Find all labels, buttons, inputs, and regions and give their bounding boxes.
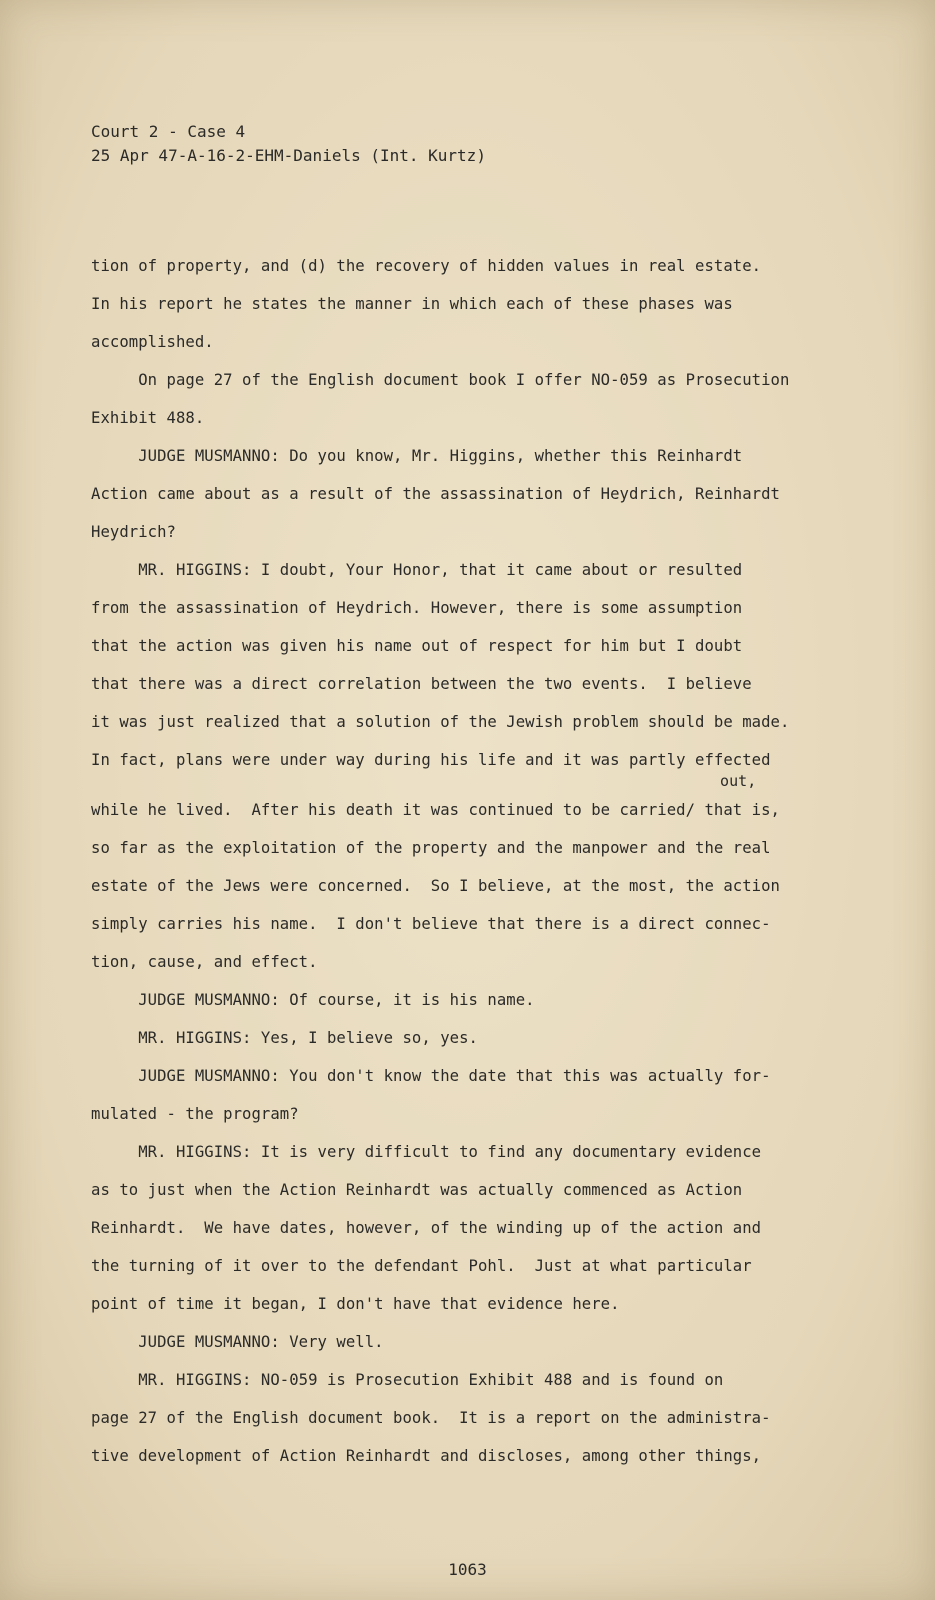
transcript-line: it was just realized that a solution of the Jewish problem should be made. <box>91 713 790 731</box>
page-number: 1063 <box>448 1560 487 1579</box>
transcript-line: JUDGE MUSMANNO: Very well. <box>91 1333 384 1351</box>
transcript-line: tive development of Action Reinhardt and discloses, among other things, <box>91 1447 762 1465</box>
transcript-line: tion, cause, and effect. <box>91 953 318 971</box>
transcript-line: MR. HIGGINS: It is very difficult to find any documentary evidence <box>91 1143 762 1161</box>
transcript-line: Action came about as a result of the assassination of Heydrich, Reinhardt <box>91 485 780 503</box>
transcript-line: In fact, plans were under way during his life and it was partly effected <box>91 751 771 769</box>
transcript-line: Heydrich? <box>91 523 176 541</box>
transcript-line: MR. HIGGINS: NO-059 is Prosecution Exhibit 488 and is found on <box>91 1371 724 1389</box>
transcript-line: point of time it began, I don't have that evidence here. <box>91 1295 620 1313</box>
header-court-case: Court 2 - Case 4 <box>91 122 246 141</box>
transcript-line: mulated - the program? <box>91 1105 299 1123</box>
insertion-text: out, <box>720 772 757 790</box>
transcript-line: On page 27 of the English document book I offer NO-059 as Prosecution <box>91 371 790 389</box>
transcript-line: JUDGE MUSMANNO: Of course, it is his name. <box>91 991 535 1009</box>
header-session-info: 25 Apr 47-A-16-2-EHM-Daniels (Int. Kurtz) <box>91 146 486 165</box>
transcript-line: accomplished. <box>91 333 214 351</box>
transcript-line: MR. HIGGINS: Yes, I believe so, yes. <box>91 1029 478 1047</box>
transcript-line: tion of property, and (d) the recovery of hidden values in real estate. <box>91 257 762 275</box>
transcript-line: MR. HIGGINS: I doubt, Your Honor, that it came about or resulted <box>91 561 743 579</box>
transcript-line: as to just when the Action Reinhardt was actually commenced as Action <box>91 1181 743 1199</box>
transcript-line: JUDGE MUSMANNO: You don't know the date that this was actually for- <box>91 1067 771 1085</box>
transcript-line: page 27 of the English document book. It is a report on the administra- <box>91 1409 771 1427</box>
transcript-line: that the action was given his name out of respect for him but I doubt <box>91 637 743 655</box>
transcript-line: that there was a direct correlation between the two events. I believe <box>91 675 752 693</box>
transcript-line: the turning of it over to the defendant Pohl. Just at what particular <box>91 1257 752 1275</box>
transcript-line: Exhibit 488. <box>91 409 205 427</box>
document-header <box>91 120 486 168</box>
transcript-line: JUDGE MUSMANNO: Do you know, Mr. Higgins, whether this Reinhardt <box>91 447 743 465</box>
transcript-line: so far as the exploitation of the property and the manpower and the real <box>91 839 771 857</box>
transcript-body <box>91 247 881 1475</box>
transcript-line: while he lived. After his death it was continued to be carried/ that is, <box>91 801 780 819</box>
transcript-line: Reinhardt. We have dates, however, of the winding up of the action and <box>91 1219 762 1237</box>
transcript-line: estate of the Jews were concerned. So I believe, at the most, the action <box>91 877 780 895</box>
transcript-line: from the assassination of Heydrich. However, there is some assumption <box>91 599 743 617</box>
transcript-line: simply carries his name. I don't believe that there is a direct connec- <box>91 915 771 933</box>
transcript-line: In his report he states the manner in which each of these phases was <box>91 295 733 313</box>
